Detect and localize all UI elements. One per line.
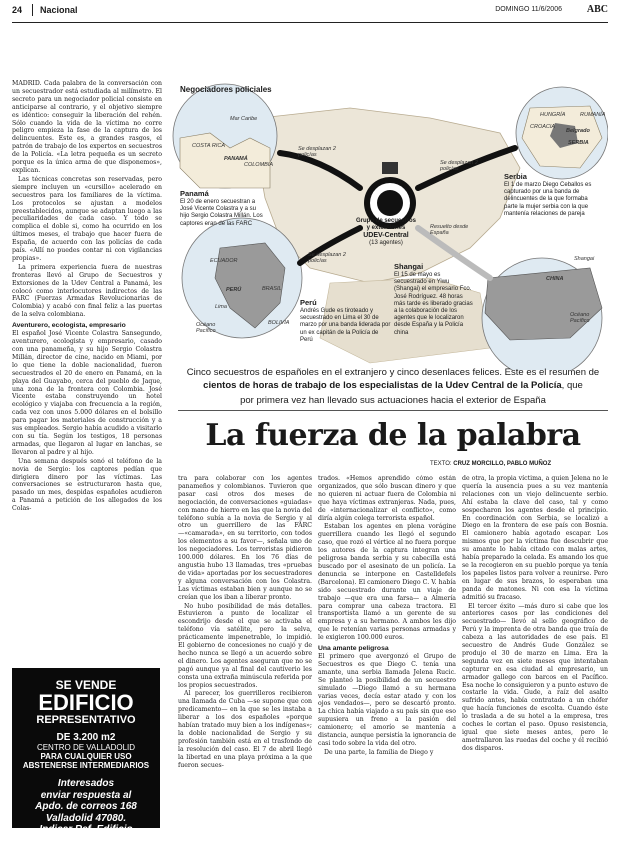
map-label: SERBIA (568, 140, 589, 146)
map-label: HUNGRÍA (540, 112, 566, 118)
page-header (12, 0, 608, 23)
ad-line: Indicar Ref. Edificio (39, 824, 133, 835)
paragraph: tra para colaborar con los agentes panameños y colombianos. Tuvieron que pasar casi otros dos meses de negociación, de conversaciones «guiadas» con mano de hierro en las que la novia del teléfono subía a la novia de Sergio y al otro un guerrillero de las FARC —«camarada», en su territorio, con todos los elementos a su favor—, señala uno de los negociadores. Los terroristas pidieron 100.000 dólares. En los 76 días de angustia hubo 13 llamadas, tres «pruebas de vida» aportadas por los secuestradores y alguna conversación con los Colastra. Las víctimas estaban bien y aunque no se creían que los iban a liberar pronto. (178, 475, 312, 601)
ad-line: REPRESENTATIVO (36, 714, 136, 726)
paragraph: El tercer éxito —más duro si cabe que los anteriores casos por las condiciones del secuestrado— llevó al sello geográfico de Perú y la imprenta de otra banda que traía de cabeza a las autoridades de ese país. El secuestro de Andrés Gude González se produjo el 30 de marzo en Lima. Era la segunda vez en siete meses que intentaban capturar en esa ciudad al empresario, un armador gallego con barcos en el Pacífico. Esa noche lo consiguieron y a punto estuvo de costarle la vida. Gude, a raíz del asalto sufrido antes, había contratado a un chófer que hacía funciones de escolta. Cuando éste lo traslada a de su hotel a la empresa, tres coches le cortan el paso. Opuso resistencia, igual que siete meses antes, pero le ametrallaron las ruedas del coche y él recibió dos disparos. (462, 602, 608, 752)
deck-line-1: Cinco secuestros de españoles en el extranjero y cinco desenlaces felices. Este es el resumen de (186, 367, 600, 378)
udev-line: UDEV-Central (363, 232, 409, 240)
ad-line: Valladolid 47080. (45, 812, 127, 824)
deck-line-3: por primera vez han llevado sus actuaciones hacia el exterior de España (240, 395, 546, 406)
article-column-4 (462, 475, 608, 845)
map-label: ECUADOR (210, 258, 238, 264)
paragraph: Estaban los agentes en plena vorágine guerrillera cuando les llegó el segundo caso, que rozó el vértice al no fuera porque los autores de la captura integran una peligrosa banda serbia y su cabecilla está buscado por el asesinato de un policía. La denuncia se interpone en Castelldefels (Barcelona). El camionero Diego C. V. había sido secuestrado durante un viaje de trabajo —que era una farsa— a Almería para comprar una cabeza tractora. El transportista llamó a un gerente de su empresa y a su hermano. A ambos les dijo que le retenían varias personas armadas y le exigieron 100.000 euros. (318, 523, 456, 642)
article-column-3 (318, 475, 456, 845)
section-name: Nacional (40, 5, 78, 15)
byline-label: TEXTO: (430, 461, 452, 467)
paragraph: El primero que avergonzó el Grupo de Secuestros es que Diego C. tenía una amante, una serbia llamada Jelena Rucic. Se planteó la posibilidad de un secuestro simulado —Diego llamó a su hermana varias veces, decía estar atado y con los ojos vendados—, pero se descartó pronto. La chica había viajado a su país sin que eso supusiera un freno a la pasión del camionero; el amorío se mantenía a distancia, aunque persistía la ignorancia de casi todo sobre la vida del otro. (318, 653, 456, 747)
map-label: PANAMÁ (224, 156, 248, 162)
ad-line: DE 3.200 m2 (56, 732, 116, 743)
article-headline: La fuerza de la palabra (205, 418, 581, 453)
article-column-1 (12, 80, 162, 665)
ad-line: Apdo. de correos 168 (35, 801, 137, 812)
paragraph: Al parecer, los guerrilleros recibieron una llamada de Cuba —se supone que con predicamento— en la que se les instaba a liberar a los dos españoles «porque habían tratado muy bien a los indígenas»; la doble nacionalidad de Sergio y su profesión también está en el trasfondo de la resolución del caso. El 7 de abril llegó la libertad en una playa próxima a la que fueron secues- (178, 690, 312, 769)
subheading: Una amante peligrosa (318, 645, 389, 653)
serbia-title: Serbia (504, 172, 527, 181)
panama-text: El 20 de enero secuestran a José Vicente Colastra y a su hijo Sergio Colastra Millán. Los captores eran de las FARC (180, 199, 263, 227)
deck-bold: cientos de horas de trabajo de los especialistas de la Udev Central de la Policía (203, 380, 562, 391)
ad-headline: EDIFICIO (38, 690, 134, 715)
map-label: COSTA RICA (192, 143, 226, 149)
map-label: Océano Pacífico (570, 312, 590, 324)
paragraph: El español José Vicente Colastra Sansegundo, aventurero, ecologista y empresario, casado con una panameña, y su hijo Sergio Colastra Millán, director de cine, nacido en Miami, por lo que tiene la doble nacionalidad, fueron secuestrados el 20 de enero en Panamá, en la playa del Guayabo, cerca del pueblo de Jaque, una zona de la frontera con Colombia. José Vicente estaba construyendo un hotel ecológico y viajaba con frecuencia a la región, cada vez con unos 5.000 dólares en el bolsillo para pagar los materiales de construcción y a sus empleados. Sergio había acudido a visitarlo con su tía. Según los testigos, 18 personas armadas, que llegaron al lugar en lanchas, se llevaron al padre y al hijo. (12, 330, 162, 456)
udev-label (344, 218, 428, 247)
badge-core (377, 190, 403, 216)
peru-title: Perú (300, 298, 317, 307)
map-label: BRASIL (262, 286, 282, 292)
article-column-2 (178, 475, 312, 845)
shangai-text: El 15 de mayo es secuestrado en Yiwu (Shangai) el empresario Fco. José Rodríguez. 48 horas más tarde es liberado gracias a la colaboración de los agentes que le localizaron desde España y la Policía china (394, 272, 473, 336)
map-label: CROACIA (530, 124, 556, 130)
remote-label: Resuelto desde España (430, 224, 469, 236)
udev-line: (13 agentes) (369, 239, 403, 246)
map-label: CHINA (546, 276, 564, 282)
travel-label: Se desplazan 2 policías (298, 146, 336, 158)
udev-line: y extorsiones (366, 225, 406, 232)
shangai-title: Shangai (394, 262, 424, 271)
paragraph: trados. «Hemos aprendido cómo están organizados, que sólo buscan dinero y que no quieren ni actuar fuera de Colombia ni que haya víctimas extranjeras. Nada, pues, de «internacionalizar el conflicto», como diría algún colega terrorista español. (318, 475, 456, 522)
ad-line: SE VENDE (55, 678, 117, 692)
serbia-text: El 1 de marzo Diego Ceballos es capturado por una banda de delincuentes de la que formaba parte la mujer serbia con la que mantenía relaciones de pareja (504, 182, 592, 217)
map-label: Belgrado (566, 128, 590, 134)
deck-tail: , que (561, 380, 583, 391)
map-label: PERÚ (226, 287, 242, 293)
brand-logo: ABC (586, 4, 608, 15)
map-label: COLOMBIA (244, 162, 274, 168)
peru-text: Andrés Gude es tiroteado y secuestrado en Lima el 30 de marzo por una banda liderada por un ex capitán de la Policía de Perú (300, 308, 391, 343)
map-label: RUMANÍA (580, 112, 606, 118)
subheading: Aventurero, ecologista, empresario (12, 322, 126, 330)
panama-title: Panamá (180, 189, 209, 198)
header-divider (32, 4, 33, 16)
map-label: Lima (215, 304, 227, 310)
crown-icon (382, 162, 398, 174)
classified-ad (12, 668, 160, 835)
paragraph: Una semana después sonó el teléfono de la novia de Sergio: los captores pedían que dirigiera dinero por las víctimas. Las conversaciones se estructuraron hasta que, pasado un mes, despidas españoles acudieron a Panamá a petición de los allegados de los Colas- (12, 457, 162, 513)
byline-names: CRUZ MORCILLO, PABLO MUÑOZ (453, 461, 552, 467)
paragraph: De una parte, la familia de Diego y (324, 748, 434, 756)
map-label: Shangai (574, 256, 595, 262)
issue-date: DOMINGO 11/6/2006 (495, 6, 562, 13)
divider (178, 410, 608, 411)
map-label: BOLIVIA (268, 320, 290, 326)
paragraph: La primera experiencia fuera de nuestras fronteras llevó al Grupo de Secuestros y Extorsiones de la Udev Central a Panamá, les colocó como interlocutores indirectos de las FARC (Fuerzas Armadas Revolucionarias de Colombia) y acabó con final feliz a las puertas de la selva colombiana. (12, 263, 162, 319)
travel-label: Se desplazan 2 policías (308, 252, 346, 264)
paragraph: MADRID. Cada palabra de la conversación con un secuestrador está estudiada al milímetro. El secreto para un negociador policial consiste en anticiparse al contrario, y el objetivo siempre es idéntico: conseguir la liberación del rehén. Sólo cuando la vida de la víctima no corre peligro empieza la fase de la captura de los delincuentes. Este es, a grandes rasgos, el patrón de trabajo de los expertos en secuestros de la Policía. «La letra pequeña es un secreto porque es la única arma de que disponemos», explican. (12, 80, 162, 174)
udev-line: Grupo de secuestros (355, 218, 417, 224)
paragraph: Las técnicas concretas son reservadas, pero siempre incluyen un «cursillo» acelerado en secuestros para los familiares de la víctima. Los protocolos se ajustan a modelos preestablecidos, aunque se adaptan luego a las peculiaridades de cada caso. Y todo se complica el doble si, como ha ocurrido en los últimos meses, el trabajo que hacer fuera de España, de acuerdo con las policías de cada país. «Allí no puedes contar ni con vigilancias propias». (12, 175, 162, 262)
ad-line: PARA CUALQUIER USO (40, 752, 132, 761)
ad-line: CENTRO DE VALLADOLID (36, 743, 136, 752)
ad-line: enviar respuesta al (40, 789, 132, 801)
byline (430, 461, 551, 467)
map-label: Mar Caribe (230, 116, 258, 122)
page-number: 24 (12, 5, 23, 15)
map-label: Océano Pacífico (196, 322, 216, 334)
paragraph: de otra, la propia víctima, a quien Jelena no le quería la ausencia pues a su vez mantenía relaciones con un viejo delincuente serbio. Ahí estaba la clave del caso, tal y como sospecharon los agentes desde el principio. En coordinación con Serbia, se localizó a Diego en la frontera de ese país con Bosnia. El camionero había agotado escapar. Los mismos que por la víctima fue descubrir que su amante lo había citado con malas artes, había preparado la celada. Es amando los que se la recogieron en su pueblo porque ya tenía los papeles listos para volver a reunirse. Pero en lugar de sus brazos, lo esperaban una panda de matones. Ni con esa la víctima admitió su fracaso. (462, 475, 608, 601)
travel-label: Se desplazan 2 policías (440, 160, 478, 172)
paragraph: No hubo posibilidad de más detalles. Estuvieron a punto de localizar el escondrijo desde el que se activaba el teléfono vía satélite, pero la selva, prácticamente impenetrable, lo impidió. El gobierno de concesiones no cuajó y de hecho nunca se llegó a un acuerdo sobre el dinero. Los agentes aseguran que no se pagó aunque ya al final del cautiverio les consta una extraña minúscula referida por los propios secuestrados. (178, 602, 312, 689)
ad-line: ABSTENERSE INTERMEDIARIOS (22, 761, 150, 770)
graphic-title: Negociadores policiales (180, 85, 272, 94)
deck-line-2 (178, 380, 608, 391)
ad-line: Interesados (57, 778, 115, 789)
